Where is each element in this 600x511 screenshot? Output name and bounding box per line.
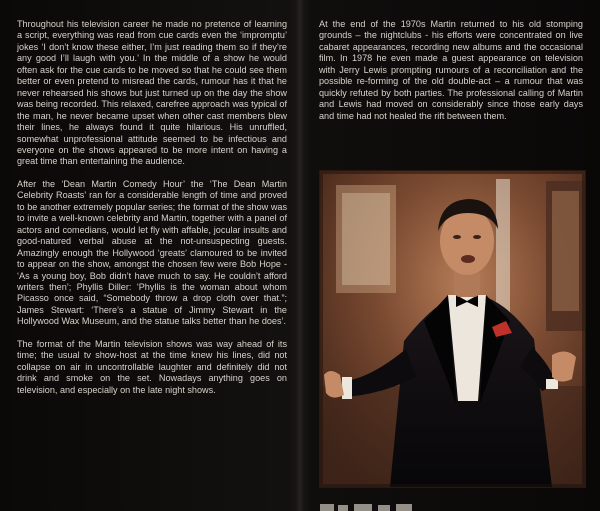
open-mouth xyxy=(461,255,475,263)
backdrop-window xyxy=(342,193,390,285)
performer-photo xyxy=(319,170,586,488)
cut-off-heading-fragment xyxy=(320,498,430,511)
right-cuff xyxy=(546,379,558,389)
left-text-column xyxy=(17,19,287,407)
left-paragraph-1: Throughout his television career he made no pretence of learning a script, everything was read from cue cards even the ‘impromptu’ jokes ‘I don’t know these either, I’m just reading them so if they’re any good I’ll laugh with you.’ In the middle of a show he would often ask for the cue cards to be moved so that he could see them better or even pretend to misread the cards, rumour has it that he never rehearsed his shows but just turned up on the day the show was being recorded. This relaxed, carefree approach was typical of the man, he never became upset when other cast members blew their lines, he always found it quite hilarious. His unruffled, somewhat unprofessional attitude seemed to be infectious and everyone on the shows appeared to be more intent on having a great time than entertaining the audience. xyxy=(17,19,287,167)
right-paragraph-1: At the end of the 1970s Martin returned to his old stomping grounds – the nightclubs - his efforts were concentrated on live cabaret appearances, recording new albums and the occasional film. In 1978 he even made a guest appearance on television with Jerry Lewis prompting rumours of a reconciliation and the possible re-forming of the old double-act – a rumour that was quickly refuted by both parties. The professional calling of Martin and Lewis had moved on considerably since those early days and time had not healed the rift between them. xyxy=(319,19,583,121)
backdrop-painting xyxy=(552,191,579,311)
right-eye xyxy=(473,235,481,239)
left-cuff xyxy=(342,377,352,399)
right-text-column xyxy=(319,19,583,133)
performer-photo-illustration xyxy=(320,171,585,487)
left-paragraph-2: After the ‘Dean Martin Comedy Hour’ the ‘The Dean Martin Celebrity Roasts’ ran for a considerable length of time and proved to be another extremely popular series; the format of the show was to invite a well-known celebrity and Martin, together with a panel of actors and comedians, would let fly with affable, jocular insults and good-natured verbal abuse at the not-unsuspecting guests. Amazingly enough the Hollywood ‘greats’ clamoured to be invited to appear on the show, amongst the chosen few were Bob Hope - ‘As a young boy, Bob didn’t have much to say. He couldn’t afford writers then’; Phyllis Diller: ‘Phyllis is the woman about whom Picasso once said, “Somebody throw a drop cloth over that.”; James Stewart: ‘There’s a statue of Jimmy Stewart in the Hollywood Wax Museum, and the statue talks better than he does’. xyxy=(17,178,287,327)
left-eye xyxy=(453,235,461,239)
left-paragraph-3: The format of the Martin television shows was way ahead of its time; the usual tv show-host at the time knew his lines, did not collapse on air in uncontrollable laughter and definitely did not drink and smoke on the set. Nowadays anything goes on television, and especially on the late night shows. xyxy=(17,338,287,395)
page-fold xyxy=(296,0,304,511)
